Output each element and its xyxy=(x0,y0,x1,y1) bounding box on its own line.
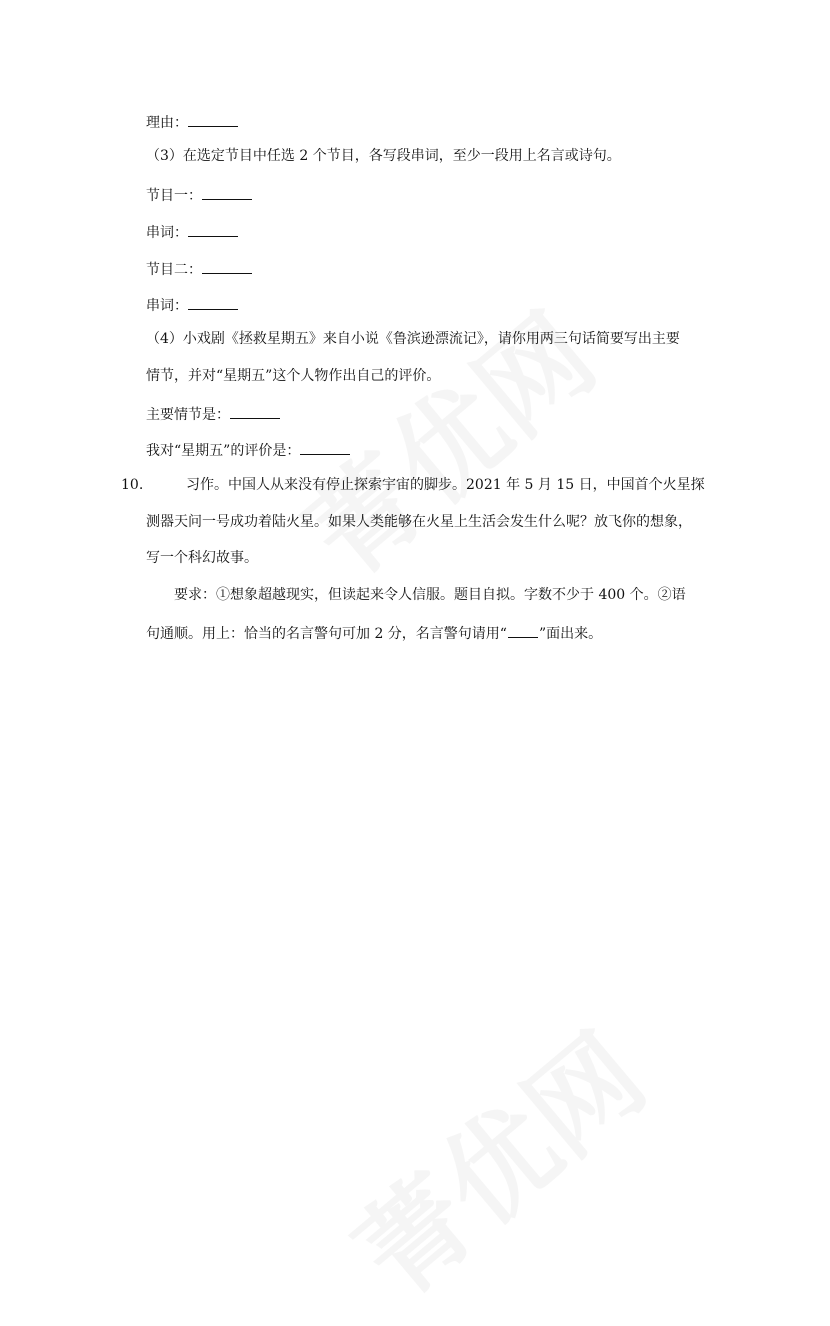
requirement-text-pre: 句通顺。用上：恰当的名言警句可加 2 分，名言警句请用“ xyxy=(146,626,507,642)
watermark xyxy=(268,272,622,605)
evaluation-blank[interactable] xyxy=(300,441,350,455)
reason-blank[interactable] xyxy=(188,113,238,127)
part4-line1: （4）小戏剧《拯救星期五》来自小说《鲁滨逊漂流记》，请你用两三句话简要写出主要 xyxy=(146,331,680,347)
watermark xyxy=(318,992,672,1325)
lyrics2-label: 串词： xyxy=(146,298,188,314)
plot-blank[interactable] xyxy=(230,405,280,419)
q10-line1: 习作。中国人从来没有停止探索宇宙的脚步。2021 年 5 月 15 日，中国首个火星探 xyxy=(186,477,705,493)
lyrics2-line xyxy=(146,296,238,314)
lyrics1-label: 串词： xyxy=(146,225,188,241)
lyrics1-line xyxy=(146,223,238,241)
q10-line3: 写一个科幻故事。 xyxy=(146,550,258,566)
requirement-line2 xyxy=(146,624,602,642)
program2-line xyxy=(146,260,252,278)
q10-line2: 测器天问一号成功着陆火星。如果人类能够在火星上生活会发生什么呢？放飞你的想象， xyxy=(146,514,692,530)
quote-blank[interactable] xyxy=(508,624,538,638)
requirement-line1: 要求：①想象超越现实，但读起来令人信服。题目自拟。字数不少于 400 个。②语 xyxy=(174,587,686,603)
program1-blank[interactable] xyxy=(202,186,252,200)
program1-label: 节目一： xyxy=(146,188,202,204)
plot-line xyxy=(146,405,280,423)
evaluation-label: 我对“星期五”的评价是： xyxy=(146,443,301,459)
reason-line xyxy=(146,113,238,131)
part4-line2: 情节，并对“星期五”这个人物作出自己的评价。 xyxy=(146,368,441,384)
requirement-text-post: ”面出来。 xyxy=(538,626,603,642)
plot-label: 主要情节是： xyxy=(146,407,230,423)
program2-label: 节目二： xyxy=(146,262,202,278)
part3-text: （3）在选定节目中任选 2 个节目，各写段串词，至少一段用上名言或诗句。 xyxy=(146,148,621,164)
question-number: 10. xyxy=(121,477,144,493)
evaluation-line xyxy=(146,441,350,459)
lyrics1-blank[interactable] xyxy=(188,223,238,237)
program2-blank[interactable] xyxy=(202,260,252,274)
lyrics2-blank[interactable] xyxy=(188,296,238,310)
reason-label: 理由： xyxy=(146,115,188,131)
program1-line xyxy=(146,186,252,204)
